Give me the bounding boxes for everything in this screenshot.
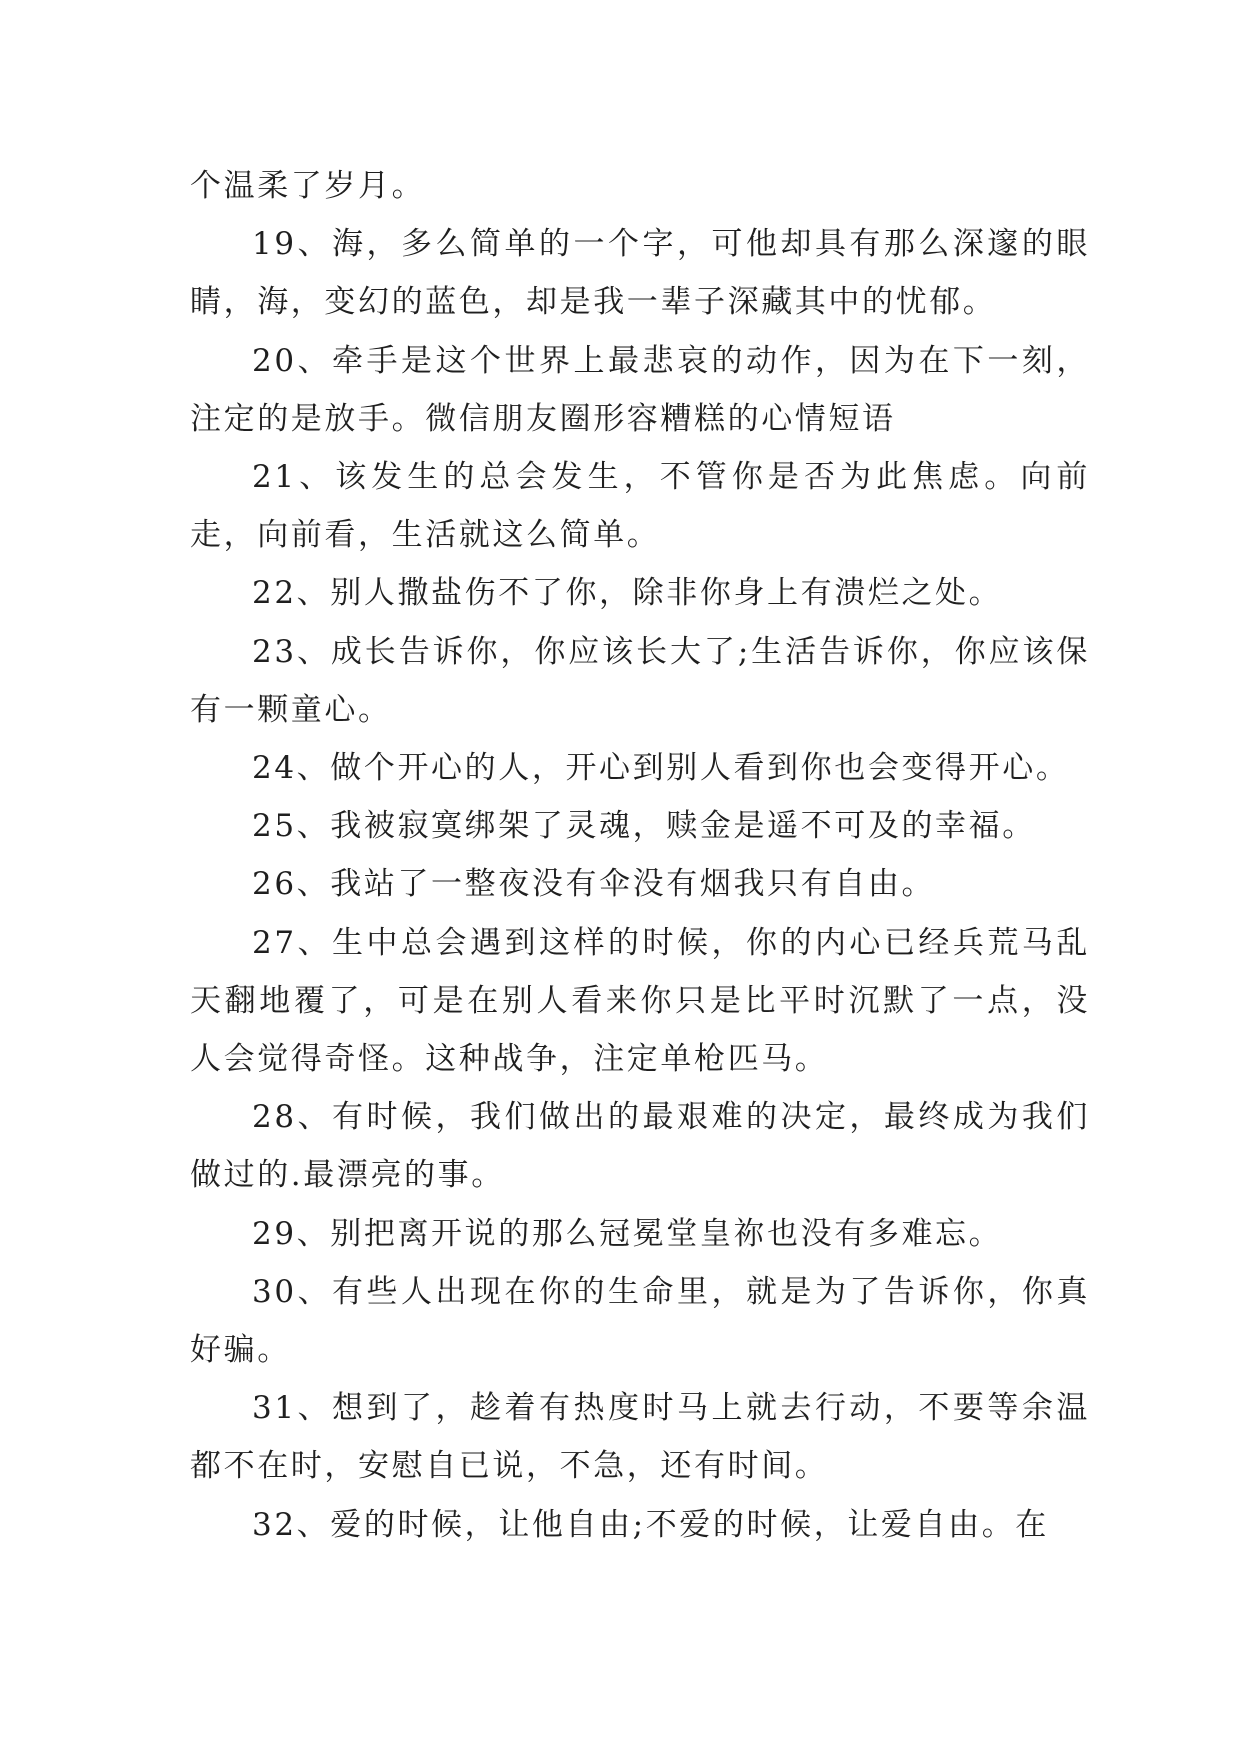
paragraph-20: 20、牵手是这个世界上最悲哀的动作，因为在下一刻，注定的是放手。微信朋友圈形容糟糕的心情短语 bbox=[190, 342, 1090, 437]
paragraph-continuation: 个温柔了岁月。 bbox=[190, 168, 426, 204]
paragraph-24: 24、做个开心的人，开心到别人看到你也会变得开心。 bbox=[252, 750, 1070, 787]
paragraph-23: 23、成长告诉你，你应该长大了;生活告诉你，你应该保有一颗童心。 bbox=[190, 633, 1090, 728]
paragraph-26: 26、我站了一整夜没有伞没有烟我只有自由。 bbox=[252, 866, 936, 903]
paragraph-31: 31、想到了，趁着有热度时马上就去行动，不要等余温都不在时，安慰自已说，不急，还有时间。 bbox=[190, 1390, 1090, 1485]
paragraph-19: 19、海，多么简单的一个字，可他却具有那么深邃的眼睛，海，变幻的蓝色，却是我一辈子深藏其中的忧郁。 bbox=[190, 226, 1090, 321]
paragraph-28: 28、有时候，我们做出的最艰难的决定，最终成为我们做过的.最漂亮的事。 bbox=[190, 1099, 1090, 1194]
paragraph-22: 22、别人撒盐伤不了你，除非你身上有溃烂之处。 bbox=[252, 575, 1003, 612]
paragraph-27: 27、生中总会遇到这样的时候，你的内心已经兵荒马乱天翻地覆了，可是在别人看来你只是比平时沉默了一点，没人会觉得奇怪。这种战争，注定单枪匹马。 bbox=[190, 924, 1090, 1078]
paragraph-29: 29、别把离开说的那么冠冕堂皇祢也没有多难忘。 bbox=[252, 1215, 1003, 1252]
paragraph-25: 25、我被寂寞绑架了灵魂，赎金是遥不可及的幸福。 bbox=[252, 808, 1036, 845]
paragraph-30: 30、有些人出现在你的生命里，就是为了告诉你，你真好骗。 bbox=[190, 1273, 1090, 1369]
document-body bbox=[190, 157, 1090, 1554]
paragraph-32: 32、爱的时候，让他自由;不爱的时候，让爱自由。在 bbox=[252, 1506, 1049, 1543]
paragraph-21: 21、该发生的总会发生，不管你是否为此焦虑。向前走，向前看，生活就这么简单。 bbox=[190, 459, 1090, 554]
